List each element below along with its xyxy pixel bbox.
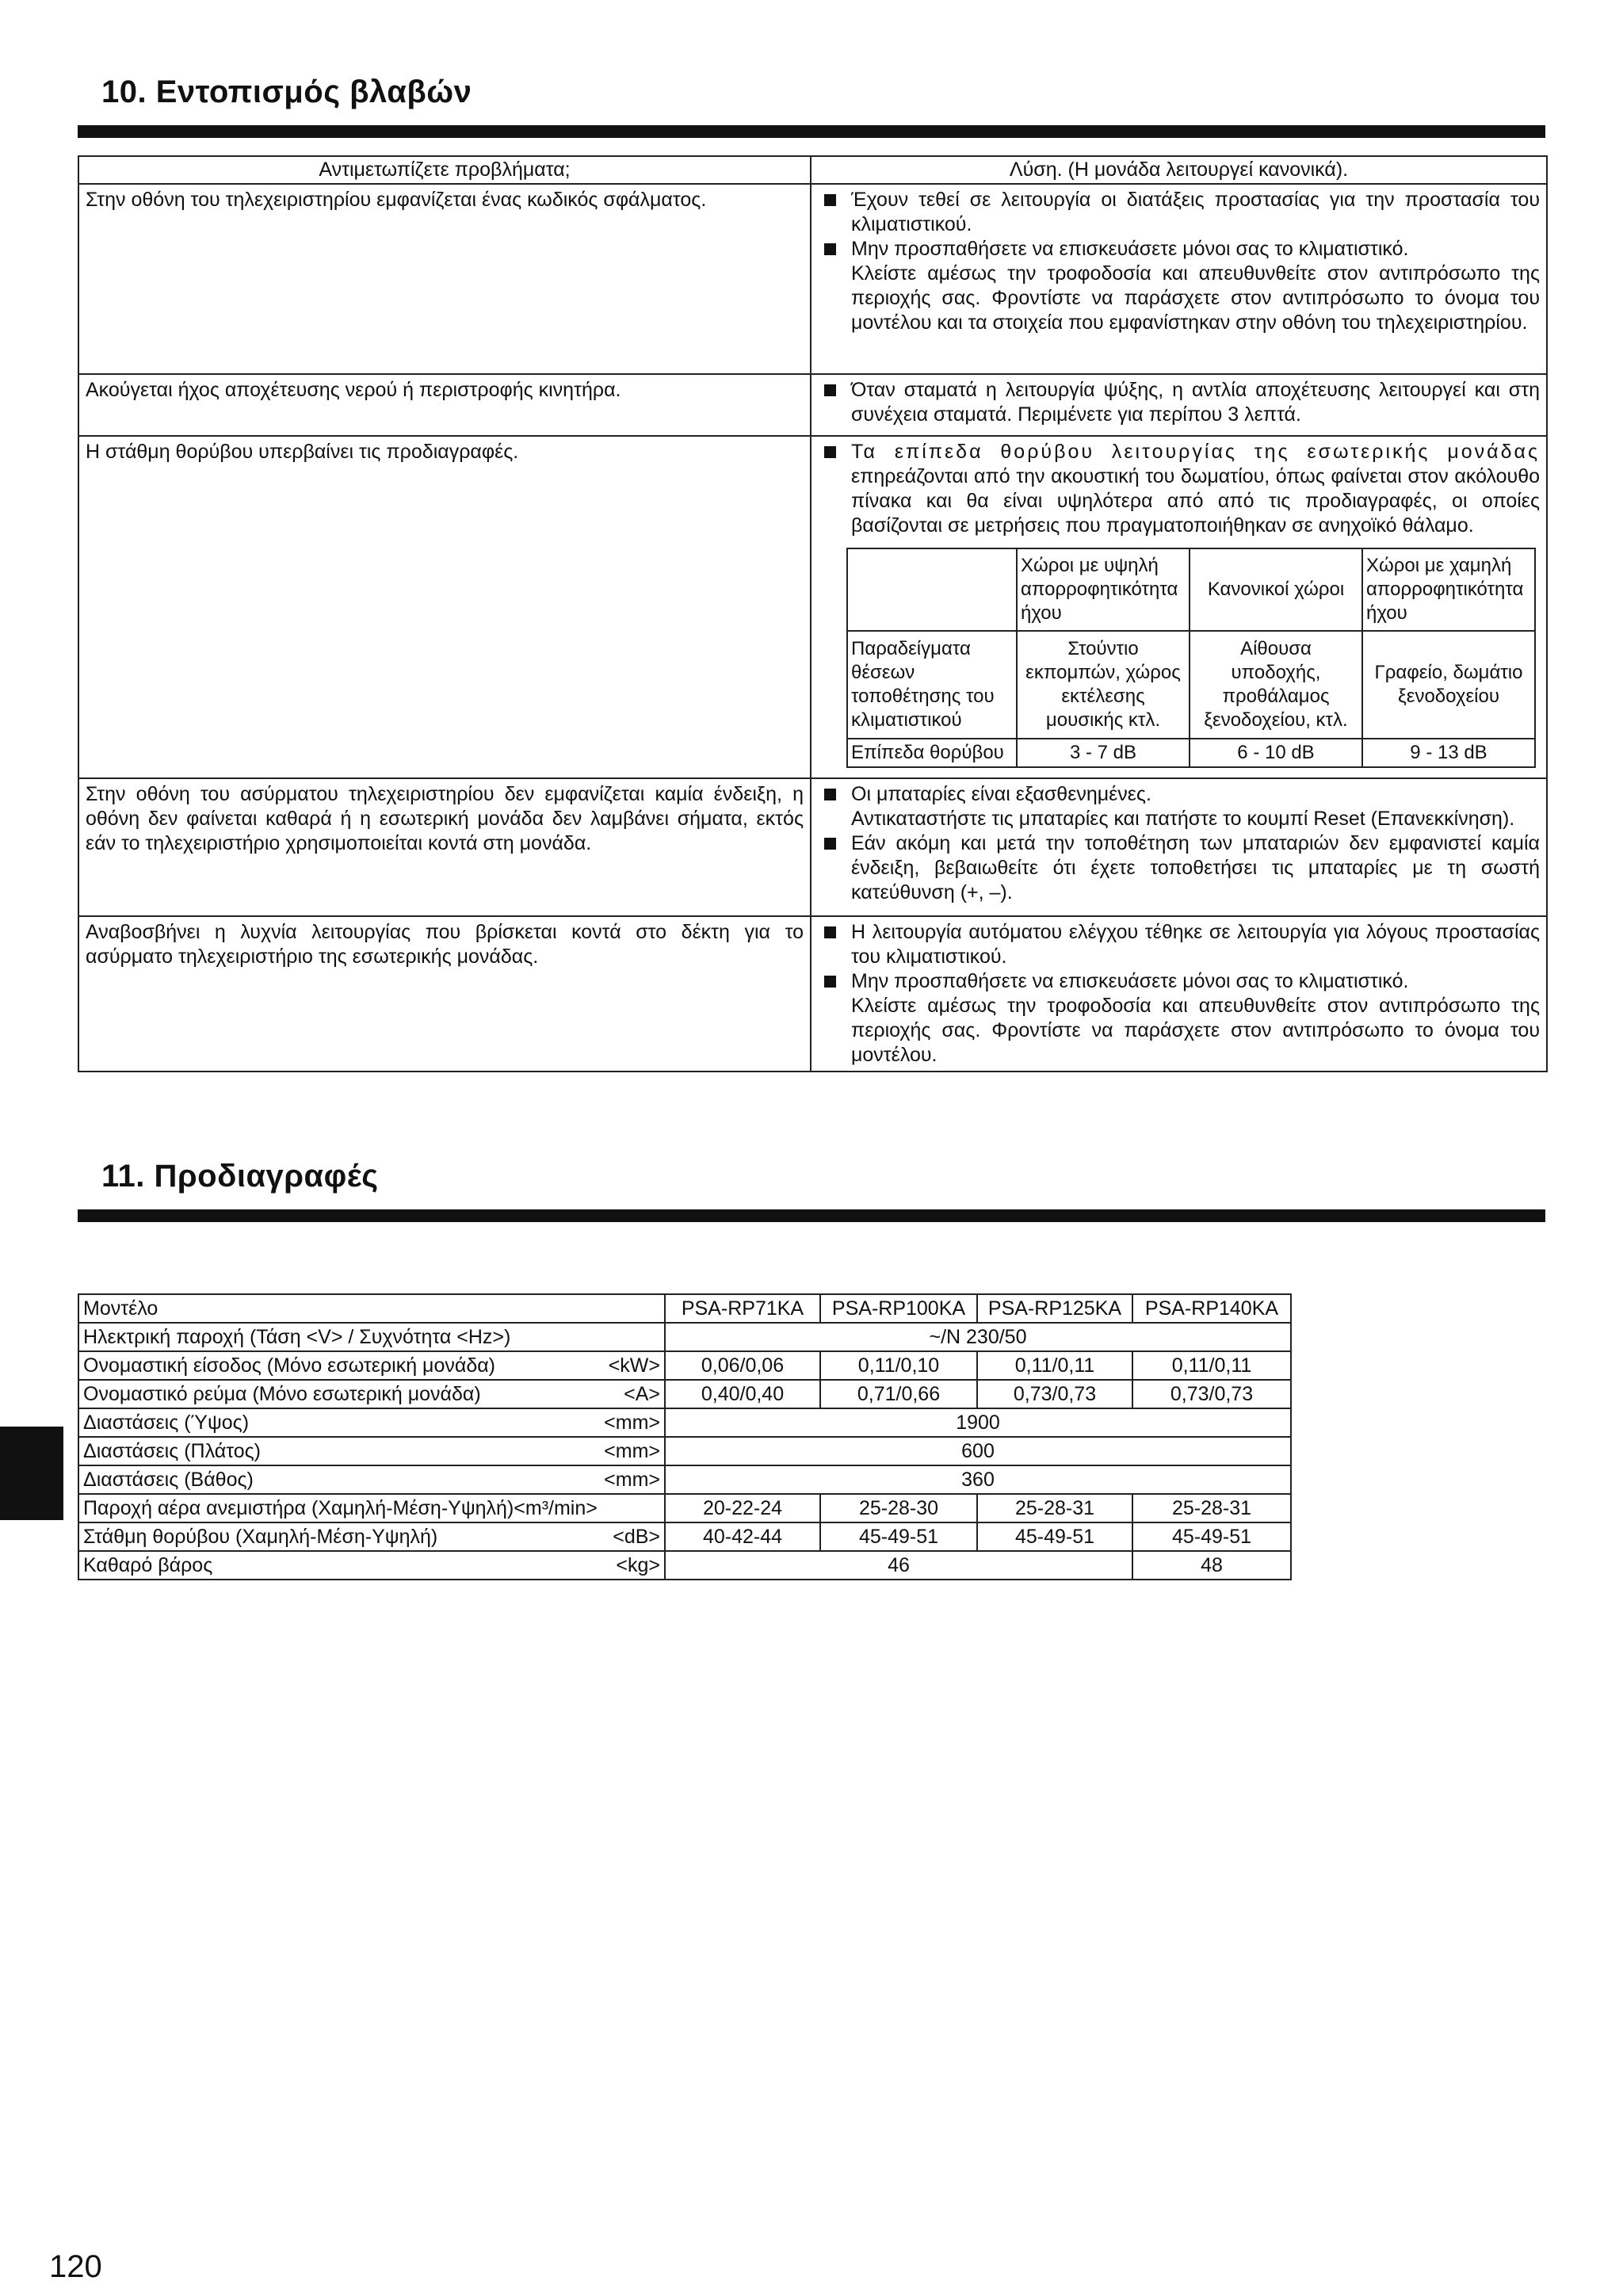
spec-row-width [78, 1437, 1291, 1465]
table-row [78, 184, 1547, 374]
model-name: PSA-RP125KA [977, 1294, 1132, 1323]
spec-value: 600 [665, 1437, 1291, 1465]
spec-unit: <kW> [608, 1354, 660, 1377]
spec-value: 25-28-31 [977, 1494, 1132, 1522]
noise-level-low: 9 - 13 dB [1362, 739, 1535, 767]
solution-bullet: Η λειτουργία αυτόματου ελέγχου τέθηκε σε λειτουργία για λόγους προστασίας του κλιματιστικού. [823, 920, 1540, 969]
spec-label-cell [78, 1408, 665, 1437]
spec-row-noise [78, 1522, 1291, 1551]
noise-level-label: Επίπεδα θορύβου [847, 739, 1017, 767]
specification-table [78, 1293, 1292, 1580]
solution-bullet: Εάν ακόμη και μετά την τοποθέτηση των μπαταριών δεν εμφανιστεί καμία ένδειξη, βεβαιωθείτε ότι έχετε τοποθετήσει τις μπαταρίες με τη σωστή κατεύθυνση (+, –). [823, 831, 1540, 905]
spec-label: Καθαρό βάρος [83, 1554, 213, 1576]
spec-unit: <mm> [604, 1469, 660, 1491]
spec-value: 45-49-51 [1132, 1522, 1291, 1551]
noise-examples-label: Παραδείγματα θέσεων τοποθέτησης του κλιματιστικού [847, 631, 1017, 739]
spec-label: Στάθμη θορύβου (Χαμηλή-Μέση-Υψηλή) [83, 1526, 438, 1548]
solution-text: Αντικαταστήστε τις μπαταρίες και πατήστε το κουμπί Reset (Επανεκκίνηση). [851, 808, 1515, 830]
spec-unit: <dB> [613, 1526, 660, 1548]
spec-label: Παροχή αέρα ανεμιστήρα (Χαμηλή-Μέση-Υψηλή)<m³/min> [78, 1494, 665, 1522]
spec-value: 0,11/0,10 [820, 1351, 977, 1380]
spec-row-height [78, 1408, 1291, 1437]
spec-value: 0,73/0,73 [1132, 1380, 1291, 1408]
spec-unit: <A> [624, 1383, 660, 1405]
solution-text: Κλείστε αμέσως την τροφοδοσία και απευθυνθείτε στον αντιπρόσωπο της περιοχής σας. Φροντίστε να παράσχετε στον αντιπρόσωπο το όνομα του μοντέλου και τα στοιχεία που εμφανίστηκαν στην οθόνη του τηλεχειριστηρίου. [851, 262, 1540, 334]
spec-label-cell [78, 1522, 665, 1551]
model-name: PSA-RP140KA [1132, 1294, 1291, 1323]
spec-label: Διαστάσεις (Ύψος) [83, 1412, 250, 1434]
spec-value: 360 [665, 1465, 1291, 1494]
spec-row-power [78, 1323, 1291, 1351]
spec-value: 25-28-31 [1132, 1494, 1291, 1522]
table-row [78, 916, 1547, 1072]
spec-row-input [78, 1351, 1291, 1380]
spec-row-model [78, 1294, 1291, 1323]
problem-cell: Στην οθόνη του τηλεχειριστηρίου εμφανίζεται ένας κωδικός σφάλματος. [78, 184, 811, 374]
side-tab-marker [0, 1427, 63, 1520]
problem-cell: Ακούγεται ήχος αποχέτευσης νερού ή περιστροφής κινητήρα. [78, 374, 811, 436]
noise-example-high: Στούντιο εκπομπών, χώρος εκτέλεσης μουσικής κτλ. [1017, 631, 1190, 739]
spec-value: 20-22-24 [665, 1494, 820, 1522]
solution-cell [811, 184, 1547, 374]
noise-level-row [847, 739, 1535, 767]
spec-value: 40-42-44 [665, 1522, 820, 1551]
solution-column-header: Λύση. (Η μονάδα λειτουργεί κανονικά). [811, 156, 1547, 184]
spec-value: 48 [1132, 1551, 1291, 1580]
spec-value: 45-49-51 [820, 1522, 977, 1551]
spec-label: Ηλεκτρική παροχή (Τάση <V> / Συχνότητα <Hz>) [78, 1323, 665, 1351]
spec-label-cell [78, 1380, 665, 1408]
spec-value: 45-49-51 [977, 1522, 1132, 1551]
section-11-rule [78, 1209, 1545, 1222]
spec-unit: <mm> [604, 1440, 660, 1462]
solution-cell [811, 436, 1547, 778]
noise-header-normal: Κανονικοί χώροι [1190, 548, 1362, 631]
spec-value: 25-28-30 [820, 1494, 977, 1522]
solution-cell [811, 916, 1547, 1072]
spec-label: Διαστάσεις (Βάθος) [83, 1469, 254, 1491]
page-number: 120 [49, 2249, 102, 2284]
problem-cell: Αναβοσβήνει η λυχνία λειτουργίας που βρίσκεται κοντά στο δέκτη για το ασύρματο τηλεχειριστήριο της εσωτερικής μονάδας. [78, 916, 811, 1072]
model-name: PSA-RP100KA [820, 1294, 977, 1323]
spec-row-airflow [78, 1494, 1291, 1522]
spec-label: Ονομαστική είσοδος (Μόνο εσωτερική μονάδα) [83, 1354, 496, 1377]
spec-label: Διαστάσεις (Πλάτος) [83, 1440, 261, 1462]
spec-label: Ονομαστικό ρεύμα (Μόνο εσωτερική μονάδα) [83, 1383, 481, 1405]
spec-value: 0,11/0,11 [1132, 1351, 1291, 1380]
spec-row-current [78, 1380, 1291, 1408]
section-11-title: 11. Προδιαγραφές [101, 1159, 379, 1194]
noise-level-table [846, 548, 1536, 768]
solution-cell [811, 374, 1547, 436]
model-name: PSA-RP71KA [665, 1294, 820, 1323]
problem-column-header: Αντιμετωπίζετε προβλήματα; [78, 156, 811, 184]
solution-text: επηρεάζονται από την ακουστική του δωματίου, όπως φαίνεται στον ακόλουθο πίνακα και θα είναι υψηλότερα από από τις προδιαγραφές, οι οποίες βασίζονται σε μετρήσεις που πραγματοποιήθηκαν σε ανηχοϊκό θάλαμο. [851, 465, 1540, 537]
spec-label: Μοντέλο [78, 1294, 665, 1323]
solution-bullet: Έχουν τεθεί σε λειτουργία οι διατάξεις προστασίας για την προστασία του κλιματιστικού. [823, 188, 1540, 237]
solution-bullet [823, 440, 1540, 538]
table-row [78, 778, 1547, 916]
noise-example-normal: Αίθουσα υποδοχής, προθάλαμος ξενοδοχείου, κτλ. [1190, 631, 1362, 739]
noise-header-low: Χώροι με χαμηλή απορροφητικότητα ήχου [1362, 548, 1535, 631]
spec-row-weight [78, 1551, 1291, 1580]
troubleshooting-table [78, 155, 1548, 1072]
noise-header-row [847, 548, 1535, 631]
noise-level-normal: 6 - 10 dB [1190, 739, 1362, 767]
spec-value: 0,11/0,11 [977, 1351, 1132, 1380]
spec-unit: <kg> [616, 1554, 660, 1576]
noise-header-high: Χώροι με υψηλή απορροφητικότητα ήχου [1017, 548, 1190, 631]
problem-cell: Στην οθόνη του ασύρματου τηλεχειριστηρίου δεν εμφανίζεται καμία ένδειξη, η οθόνη δεν φαίνεται καθαρά ή η εσωτερική μονάδα δεν λαμβάνει σήματα, εκτός εάν το τηλεχειριστήριο χρησιμοποιείται κοντά στη μονάδα. [78, 778, 811, 916]
solution-bullet: Όταν σταματά η λειτουργία ψύξης, η αντλία αποχέτευσης λειτουργεί και στη συνέχεια σταματά. Περιμένετε για περίπου 3 λεπτά. [823, 378, 1540, 427]
solution-bullet: Μην προσπαθήσετε να επισκευάσετε μόνοι σας το κλιματιστικό. [823, 969, 1540, 994]
spec-value: 0,06/0,06 [665, 1351, 820, 1380]
section-10-title: 10. Εντοπισμός βλαβών [101, 74, 472, 109]
table-row [78, 436, 1547, 778]
solution-bullet: Οι μπαταρίες είναι εξασθενημένες. [823, 782, 1540, 807]
spec-unit: <mm> [604, 1412, 660, 1434]
spec-value: 1900 [665, 1408, 1291, 1437]
spec-value: ~/N 230/50 [665, 1323, 1291, 1351]
solution-cell [811, 778, 1547, 916]
spec-value: 0,40/0,40 [665, 1380, 820, 1408]
section-10-rule [78, 125, 1545, 138]
spec-value: 46 [665, 1551, 1132, 1580]
spec-label-cell [78, 1437, 665, 1465]
spec-row-depth [78, 1465, 1291, 1494]
solution-bullet: Μην προσπαθήσετε να επισκευάσετε μόνοι σας το κλιματιστικό. [823, 237, 1540, 262]
noise-examples-row [847, 631, 1535, 739]
problem-cell: Η στάθμη θορύβου υπερβαίνει τις προδιαγραφές. [78, 436, 811, 778]
troubleshooting-header-row [78, 156, 1547, 184]
spec-label-cell [78, 1551, 665, 1580]
spec-label-cell [78, 1351, 665, 1380]
spec-value: 0,71/0,66 [820, 1380, 977, 1408]
spec-value: 0,73/0,73 [977, 1380, 1132, 1408]
noise-level-high: 3 - 7 dB [1017, 739, 1190, 767]
spec-label-cell [78, 1465, 665, 1494]
solution-lead-text: Τα επίπεδα θορύβου λειτουργίας της εσωτερικής μονάδας [851, 441, 1540, 463]
noise-example-low: Γραφείο, δωμάτιο ξενοδοχείου [1362, 631, 1535, 739]
solution-text: Κλείστε αμέσως την τροφοδοσία και απευθυνθείτε στον αντιπρόσωπο της περιοχής σας. Φροντίστε να παράσχετε στον αντιπρόσωπο το όνομα του μοντέλου. [851, 995, 1540, 1066]
table-row [78, 374, 1547, 436]
noise-corner-cell [847, 548, 1017, 631]
